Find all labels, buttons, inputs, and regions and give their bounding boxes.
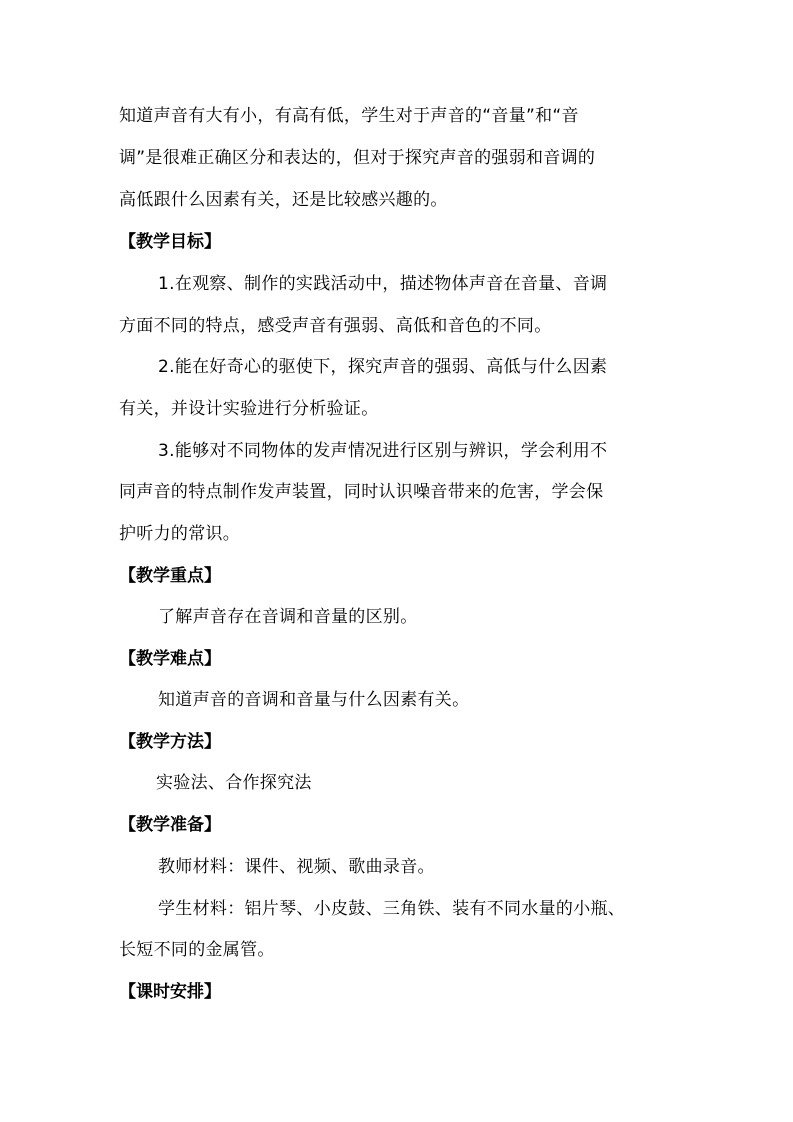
key-points-heading: 【教学重点】 xyxy=(119,566,221,586)
methods-heading: 【教学方法】 xyxy=(119,732,221,752)
intro-line-2: 调”是很难正确区分和表达的，但对于探究声音的强弱和音调的 xyxy=(119,148,596,168)
methods-text: 实验法、合作探究法 xyxy=(156,773,312,793)
objective-3-line-1: 3.能够对不同物体的发声情况进行区别与辨识，学会利用不 xyxy=(158,441,608,461)
schedule-heading: 【课时安排】 xyxy=(119,982,221,1002)
intro-line-3: 高低跟什么因素有关，还是比较感兴趣的。 xyxy=(119,190,448,210)
intro-line-1: 知道声音有大有小，有高有低，学生对于声音的“音量”和“音 xyxy=(119,106,579,126)
difficulties-heading: 【教学难点】 xyxy=(119,649,221,669)
objective-2-line-1: 2.能在好奇心的驱使下，探究声音的强弱、高低与什么因素 xyxy=(158,357,608,377)
objectives-heading: 【教学目标】 xyxy=(119,232,221,252)
objective-3-line-2: 同声音的特点制作发声装置，同时认识噪音带来的危害，学会保 xyxy=(119,482,604,502)
objective-1-line-2: 方面不同的特点，感受声音有强弱、高低和音色的不同。 xyxy=(119,316,552,336)
objective-2-line-2: 有关，并设计实验进行分析验证。 xyxy=(119,399,379,419)
student-materials-line-1: 学生材料：铝片琴、小皮鼓、三角铁、装有不同水量的小瓶、 xyxy=(158,899,626,919)
preparation-heading: 【教学准备】 xyxy=(119,815,221,835)
objective-3-line-3: 护听力的常识。 xyxy=(119,524,241,544)
student-materials-line-2: 长短不同的金属管。 xyxy=(119,940,275,960)
teacher-materials: 教师材料：课件、视频、歌曲录音。 xyxy=(158,857,435,877)
objective-1-line-1: 1.在观察、制作的实践活动中，描述物体声音在音量、音调 xyxy=(158,274,608,294)
key-points-text: 了解声音存在音调和音量的区别。 xyxy=(158,607,418,627)
difficulties-text: 知道声音的音调和音量与什么因素有关。 xyxy=(158,690,470,710)
